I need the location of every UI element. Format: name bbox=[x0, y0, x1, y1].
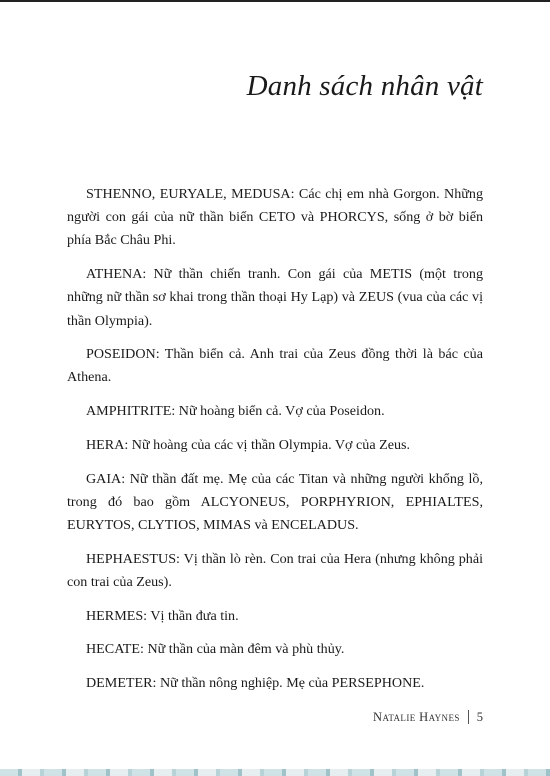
footer-author: Natalie Haynes bbox=[373, 709, 460, 724]
character-entry-poseidon: POSEIDON: Thần biển cả. Anh trai của Zeus đồng thời là bác của Athena. bbox=[67, 346, 483, 386]
character-entry-demeter: DEMETER: Nữ thần nông nghiệp. Mẹ của PERSEPHONE. bbox=[86, 674, 425, 691]
character-entry-hephaestus: HEPHAESTUS: Vị thần lò rèn. Con trai của Hera (nhưng không phải con trai của Zeus). bbox=[67, 550, 483, 590]
character-entry-athena: ATHENA: Nữ thần chiến tranh. Con gái của METIS (một trong những nữ thần sơ khai trong thần thoại Hy Lạp) và ZEUS (vua của các vị thần Olympia). bbox=[67, 266, 483, 329]
page-footer bbox=[373, 708, 483, 726]
character-entry-hermes: HERMES: Vị thần đưa tin. bbox=[86, 607, 239, 624]
character-entry-hera: HERA: Nữ hoàng của các vị thần Olympia. Vợ của Zeus. bbox=[86, 436, 411, 453]
character-entry-amphitrite: AMPHITRITE: Nữ hoàng biển cả. Vợ của Poseidon. bbox=[86, 403, 385, 420]
character-entry-gaia: GAIA: Nữ thần đất mẹ. Mẹ của các Titan và những người khổng lồ, trong đó bao gồm ALCYONEUS, PORPHYRION, EPHIALTES, EURYTOS, CLYTIOS, MIMAS và ENCELADUS. bbox=[67, 470, 483, 533]
character-list bbox=[67, 183, 483, 706]
footer-separator bbox=[468, 710, 469, 724]
top-border bbox=[0, 0, 550, 2]
character-entry-gorgons: STHENNO, EURYALE, MEDUSA: Các chị em nhà Gorgon. Những người con gái của nữ thần biển CETO và PHORCYS, sống ở bờ biển phía Bắc Châu Phi. bbox=[67, 186, 483, 249]
character-entry-hecate: HECATE: Nữ thần của màn đêm và phù thủy. bbox=[86, 641, 345, 658]
bottom-edge-strip bbox=[0, 769, 550, 776]
page-number: 5 bbox=[476, 709, 483, 724]
page-title: Danh sách nhân vật bbox=[246, 70, 483, 102]
